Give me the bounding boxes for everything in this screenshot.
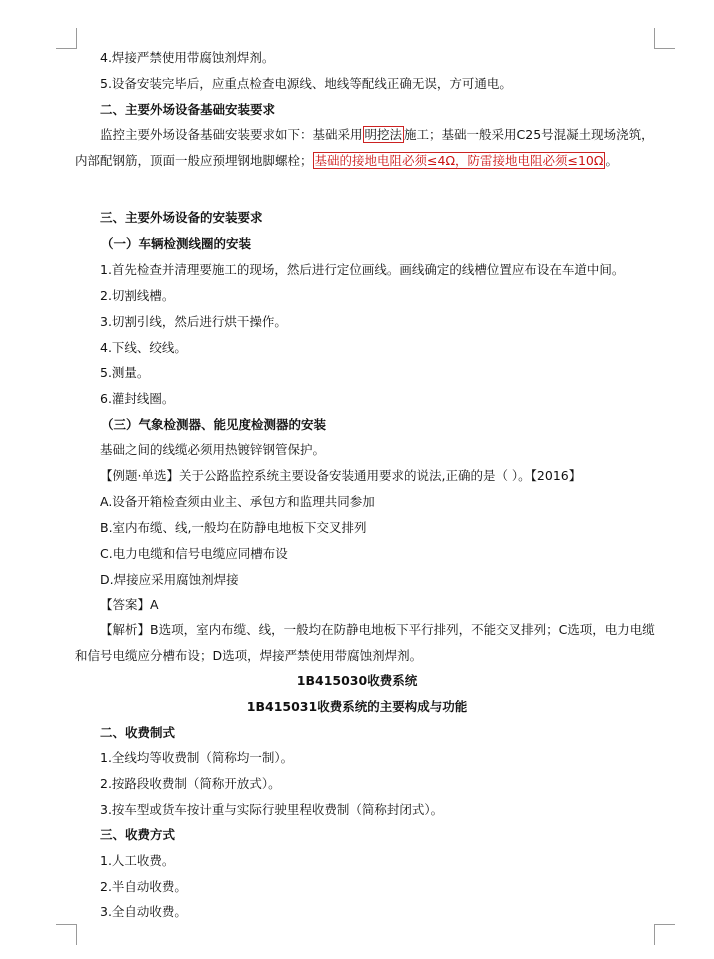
explanation-paragraph: 【解析】B选项，室内布缆、线，一般均在防静电地板下平行排列，不能交叉排列；C选项，电力电缆和信号电缆应分槽布设；D选项，焊接严禁使用带腐蚀剂焊剂。: [75, 622, 655, 663]
text-line: 3.全自动收费。: [100, 904, 187, 919]
crop-mark-bottom-left: [56, 924, 77, 945]
crop-mark-top-right: [654, 28, 675, 49]
option-b: B.室内布缆、线,一般均在防静电地板下交叉排列: [100, 520, 367, 535]
text-line: 1.全线均等收费制（简称均一制）。: [100, 750, 294, 765]
text-line: 2.半自动收费。: [100, 879, 187, 894]
text-line: 5.设备安装完毕后，应重点检查电源线、地线等配线正确无误，方可通电。: [100, 76, 512, 91]
chapter-subtitle: 1B415031收费系统的主要构成与功能: [246, 699, 468, 714]
paragraph-foundation: [75, 122, 660, 174]
subsection-heading: （三）气象检测器、能见度检测器的安装: [101, 417, 327, 432]
subsection-heading: （一）车辆检测线圈的安装: [101, 236, 252, 251]
section-heading: 三、收费方式: [100, 827, 176, 842]
section-heading: 三、主要外场设备的安装要求: [100, 210, 263, 225]
text-line: 基础之间的线缆必须用热镀锌钢管保护。: [100, 442, 326, 457]
text-span: 施工；基础一般采用C25号混凝土现场浇筑，内部配钢筋，顶面一般应预埋钢地脚螺栓；: [75, 127, 654, 168]
text-line: 2.切割线槽。: [100, 288, 175, 303]
crop-mark-top-left: [56, 28, 77, 49]
text-line: 4.下线、绞线。: [100, 340, 187, 355]
option-a: A.设备开箱检查须由业主、承包方和监理共同参加: [100, 494, 375, 509]
section-heading: 二、收费制式: [100, 725, 176, 740]
text-line: 1.人工收费。: [100, 853, 175, 868]
text-line: 4.焊接严禁使用带腐蚀剂焊剂。: [100, 50, 275, 65]
text-line: 3.按车型或货车按计重与实际行驶里程收费制（简称封闭式）。: [100, 802, 444, 817]
section-heading: 二、主要外场设备基础安装要求: [100, 102, 276, 117]
option-c: C.电力电缆和信号电缆应同槽布设: [100, 546, 288, 561]
chapter-title: 1B415030收费系统: [296, 673, 418, 688]
answer-line: 【答案】A: [100, 597, 159, 612]
text-line: 1.首先检查并清理要施工的现场，然后进行定位画线。画线确定的线槽位置应布设在车道中间。: [100, 262, 625, 277]
text-line: 3.切割引线，然后进行烘干操作。: [100, 314, 287, 329]
option-d: D.焊接应采用腐蚀剂焊接: [100, 572, 239, 587]
question-line: 【例题·单选】关于公路监控系统主要设备安装通用要求的说法,正确的是（ ）。【2016】: [100, 468, 582, 483]
highlight-box: 明挖法: [364, 127, 403, 142]
crop-mark-bottom-right: [654, 924, 675, 945]
text-line: 2.按路段收费制（简称开放式）。: [100, 776, 281, 791]
highlight-red-box: 基础的接地电阻必须≤4Ω，防雷接地电阻必须≤10Ω: [314, 153, 604, 168]
text-line: 5.测量。: [100, 365, 150, 380]
text-span: 监控主要外场设备基础安装要求如下：基础采用: [100, 127, 363, 142]
text-span: 。: [605, 153, 618, 168]
text-line: 6.灌封线圈。: [100, 391, 175, 406]
